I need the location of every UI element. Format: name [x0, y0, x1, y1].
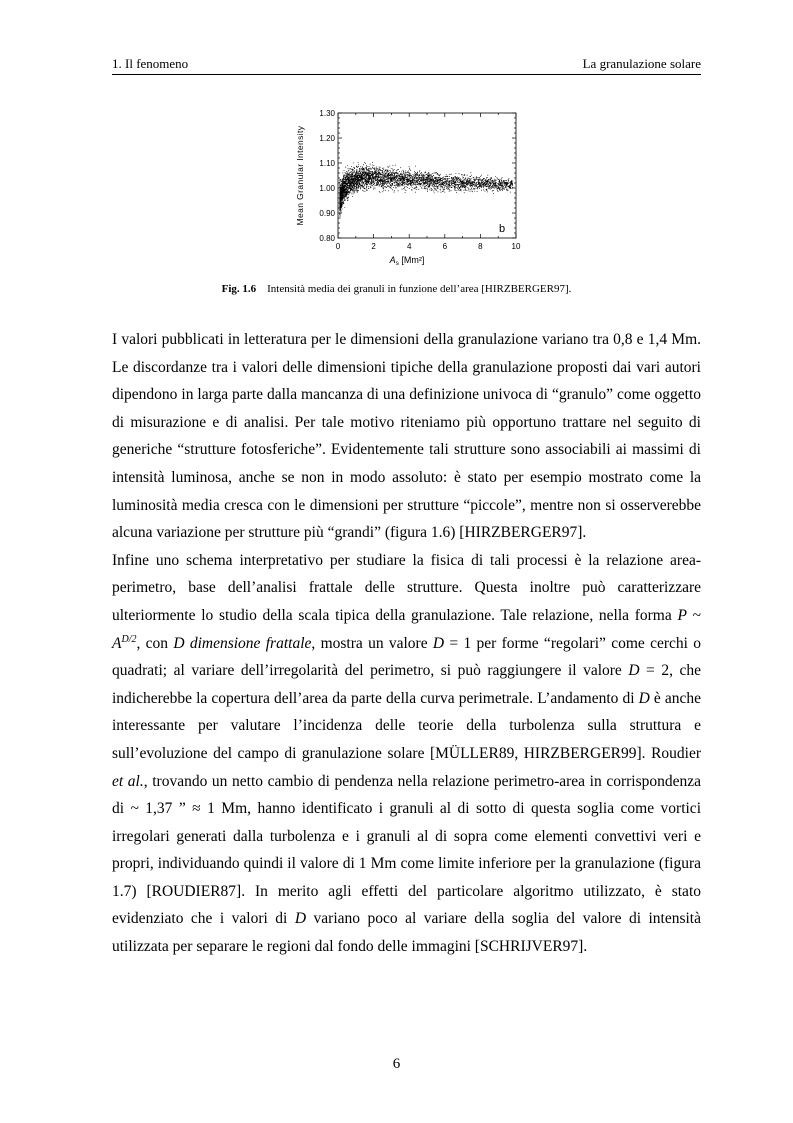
x-axis-label-unit: [Mm²] — [398, 255, 425, 265]
x-axis-label — [389, 255, 425, 267]
chapter-title: 1. Il fenomeno — [112, 56, 189, 71]
body-paragraph — [112, 547, 701, 961]
text-run: D — [432, 634, 445, 652]
x-tick-label: 6 — [442, 242, 448, 251]
panel-letter: b — [499, 223, 506, 235]
y-tick-label: 1.00 — [319, 184, 335, 193]
figure-caption-label: Fig. 1.6 — [221, 283, 257, 295]
page-number: 6 — [392, 1056, 401, 1072]
text-run: = 2, che indicherebbe la copertura dell’area da parte della curva perimetrale. L’andamento di — [112, 662, 701, 707]
x-tick-label: 2 — [371, 242, 376, 251]
y-axis-label: Mean Granular Intensity — [295, 125, 305, 226]
y-tick-label: 1.10 — [319, 159, 335, 168]
running-header — [112, 56, 701, 75]
x-tick-label: 10 — [511, 242, 521, 251]
text-run: D — [638, 689, 650, 707]
x-axis-label-symbol: A — [389, 255, 396, 265]
y-tick-label: 0.90 — [319, 209, 335, 218]
text-run: D — [294, 910, 307, 928]
body-text — [112, 326, 701, 961]
text-run: Infine uno schema interpretativo per studiare la fisica di tali processi è la relazione area-perimetro, base dell’analisi frattale delle strutture. Questa inoltre può caratterizzare ulteriormente lo studio della scala tipica della granulazione. Tale relazione, nella forma — [112, 551, 701, 624]
text-run: D — [628, 662, 640, 680]
granular-intensity-scatter-chart — [290, 105, 530, 275]
y-tick-label: 1.20 — [319, 134, 335, 143]
x-tick-label: 8 — [478, 242, 483, 251]
text-run: variano poco al variare della soglia del valore di intensità utilizzata per separare le regioni dal fondo delle immagini [SCHRIJVER97]. — [112, 910, 701, 956]
y-tick-label: 0.80 — [319, 234, 335, 243]
figure-caption — [0, 283, 793, 295]
text-run: , con — [136, 634, 174, 652]
text-run: et al. — [112, 772, 144, 790]
x-axis-label-subscript: s — [395, 260, 399, 267]
scatter-points — [339, 162, 513, 218]
text-run: , trovando un netto cambio di pendenza nella relazione perimetro-area in corrispondenza di ~ 1,37 ” ≈ 1 Mm, hanno identificato i granuli al di sotto di questa soglia come vortici irregolari generati dalla turbolenza e i granuli al di sopra come elementi convettivi veri e propri, individuando quindi il valore di 1 Mm come limite inferiore per la granulazione (figura 1.7) [ROUDIER87]. In merito agli effetti del particolare algoritmo utilizzato, è stato evidenziato che i valori di — [112, 772, 701, 928]
figure-caption-text: Intensità media dei granuli in funzione dell’area [HIRZBERGER97]. — [267, 283, 572, 295]
text-run: D dimensione frattale — [173, 634, 312, 652]
text-run: D/2 — [121, 633, 137, 645]
section-title: La granulazione solare — [582, 56, 701, 71]
text-run: , mostra un valore — [311, 634, 433, 652]
text-run: I valori pubblicati in letteratura per le dimensioni della granulazione variano tra 0,8 e 1,4 Mm. Le discordanze tra i valori delle dimensioni tipiche della granulazione proposti dai vari autori dipendono in larga parte dalla mancanza di una definizione univoca di “granulo” come oggetto di misurazione e di analisi. Per tale motivo riteniamo più opportuno trattare nel seguito di generiche “strutture fotosferiche”. Evidentemente tali strutture sono associabili ai massimi di intensità luminosa, anche se non in modo assoluto: è stato per esempio mostrato come la luminosità media cresca con le dimensioni per strutture “piccole”, mentre non si osserverebbe alcuna variazione per strutture più “grandi” (figura 1.6) [HIRZBERGER97]. — [112, 331, 701, 542]
text-run: = 1 per forme “regolari” come cerchi o quadrati; al variare dell’irregolarità del perimetro, si può raggiungere il valore — [112, 634, 701, 680]
y-tick-label: 1.30 — [319, 109, 335, 118]
text-run: A — [112, 634, 122, 652]
x-tick-label: 4 — [406, 242, 412, 251]
text-run: ~ — [686, 606, 701, 624]
x-tick-label: 0 — [335, 242, 341, 251]
body-paragraph — [112, 326, 701, 547]
scatter-point-cloud — [339, 162, 513, 218]
text-run: è anche interessante per valutare l’incidenza delle teorie della turbolenza sulla struttura e sull’evoluzione del campo di granulazione solare [MÜLLER89, HIRZBERGER99]. Roudier — [112, 689, 701, 762]
text-run: P — [677, 606, 687, 624]
